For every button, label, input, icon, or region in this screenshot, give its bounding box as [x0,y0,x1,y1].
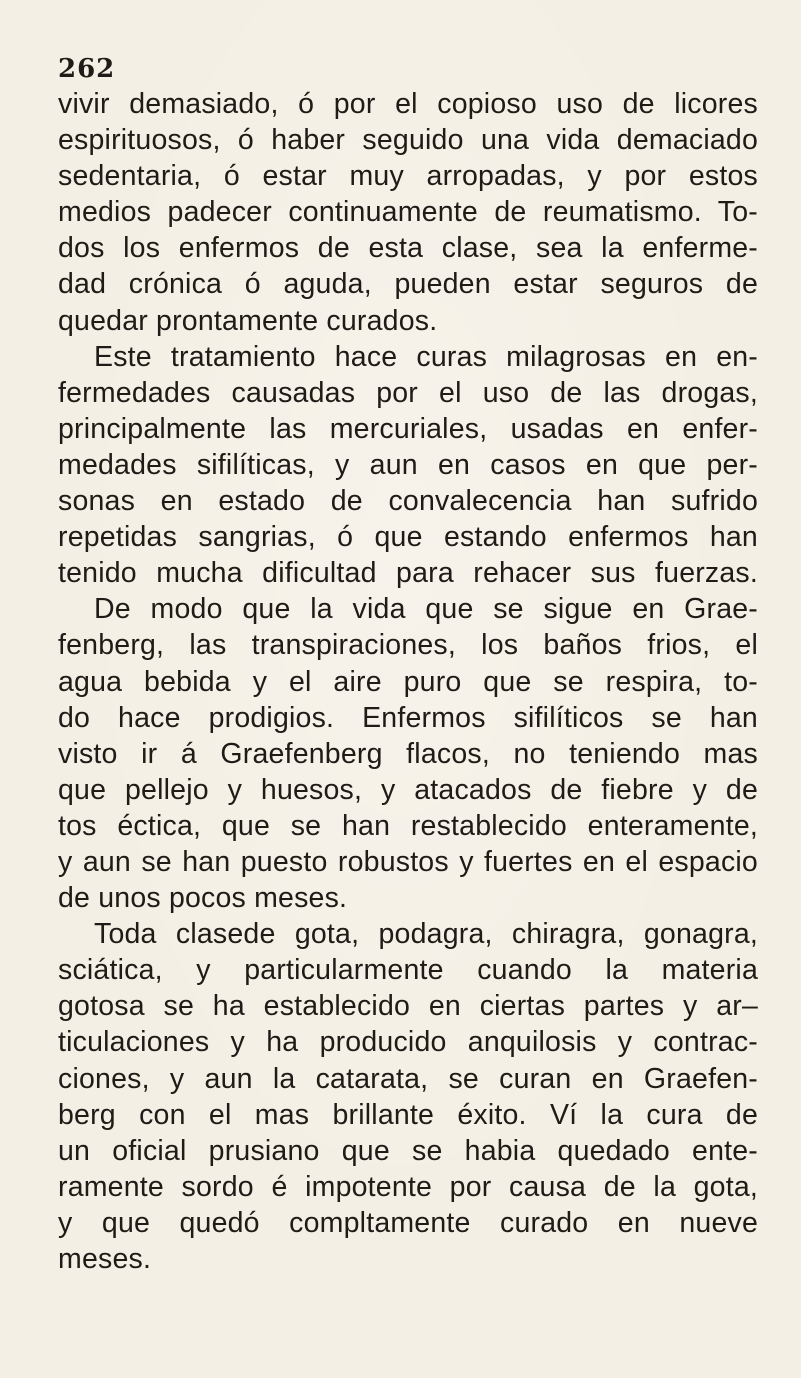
text-line: quedar prontamente curados. [58,304,438,337]
text-line: un oficial prusiano que se habia quedado ente- [58,1134,758,1167]
text-line: tos éctica, que se han restablecido enteramente, [58,809,758,842]
text-line: y aun se han puesto robustos y fuertes en el espacio [58,845,758,878]
text-line: tenido mucha dificultad para rehacer sus fuerzas. [58,557,758,590]
text-line: dos los enfermos de esta clase, sea la enferme- [58,232,758,265]
text-line: sonas en estado de convalecencia han sufrido [58,485,758,518]
text-line: fenberg, las transpiraciones, los baños frios, el [58,629,758,662]
text-line: vivir demasiado, ó por el copioso uso de licores [58,88,758,120]
text-line: berg con el mas brillante éxito. Ví la cura de [58,1098,758,1131]
text-line: espirituosos, ó haber seguido una vida demaciado [58,124,758,157]
text-line: de unos pocos meses. [58,882,348,915]
text-line: y que quedó compltamente curado en nueve [58,1206,758,1239]
text-line: sedentaria, ó estar muy arropadas, y por estos [58,160,758,193]
text-line: dad crónica ó aguda, pueden estar seguros de [58,268,758,301]
text-line: sciática, y particularmente cuando la materia [58,954,758,987]
text-line: principalmente las mercuriales, usadas en enfer- [58,412,758,445]
text-line: De modo que la vida que se sigue en Grae- [94,593,758,626]
body-text [58,86,758,1277]
text-line: medades sifilíticas, y aun en casos en que per- [58,448,758,481]
text-line: ciones, y aun la catarata, se curan en Graefen- [58,1062,758,1095]
text-line: agua bebida y el aire puro que se respira, to- [58,665,758,698]
text-line: que pellejo y huesos, y atacados de fiebre y de [58,773,758,806]
text-line: ramente sordo é impotente por causa de la gota, [58,1170,758,1203]
text-line: fermedades causadas por el uso de las drogas, [58,376,758,409]
text-line: Este tratamiento hace curas milagrosas en en- [94,340,758,373]
text-line: visto ir á Graefenberg flacos, no teniendo mas [58,737,758,770]
text-line: meses. [58,1243,152,1275]
page-number: 262 [58,54,116,84]
text-line: repetidas sangrias, ó que estando enfermos han [58,521,758,554]
text-line: gotosa se ha establecido en ciertas partes y ar– [58,990,758,1023]
text-line: medios padecer continuamente de reumatismo. To- [58,196,758,229]
text-line: Toda clasede gota, podagra, chiragra, gonagra, [94,918,758,951]
text-line: do hace prodigios. Enfermos sifilíticos se han [58,701,758,734]
text-line: ticulaciones y ha producido anquilosis y contrac- [58,1026,758,1059]
